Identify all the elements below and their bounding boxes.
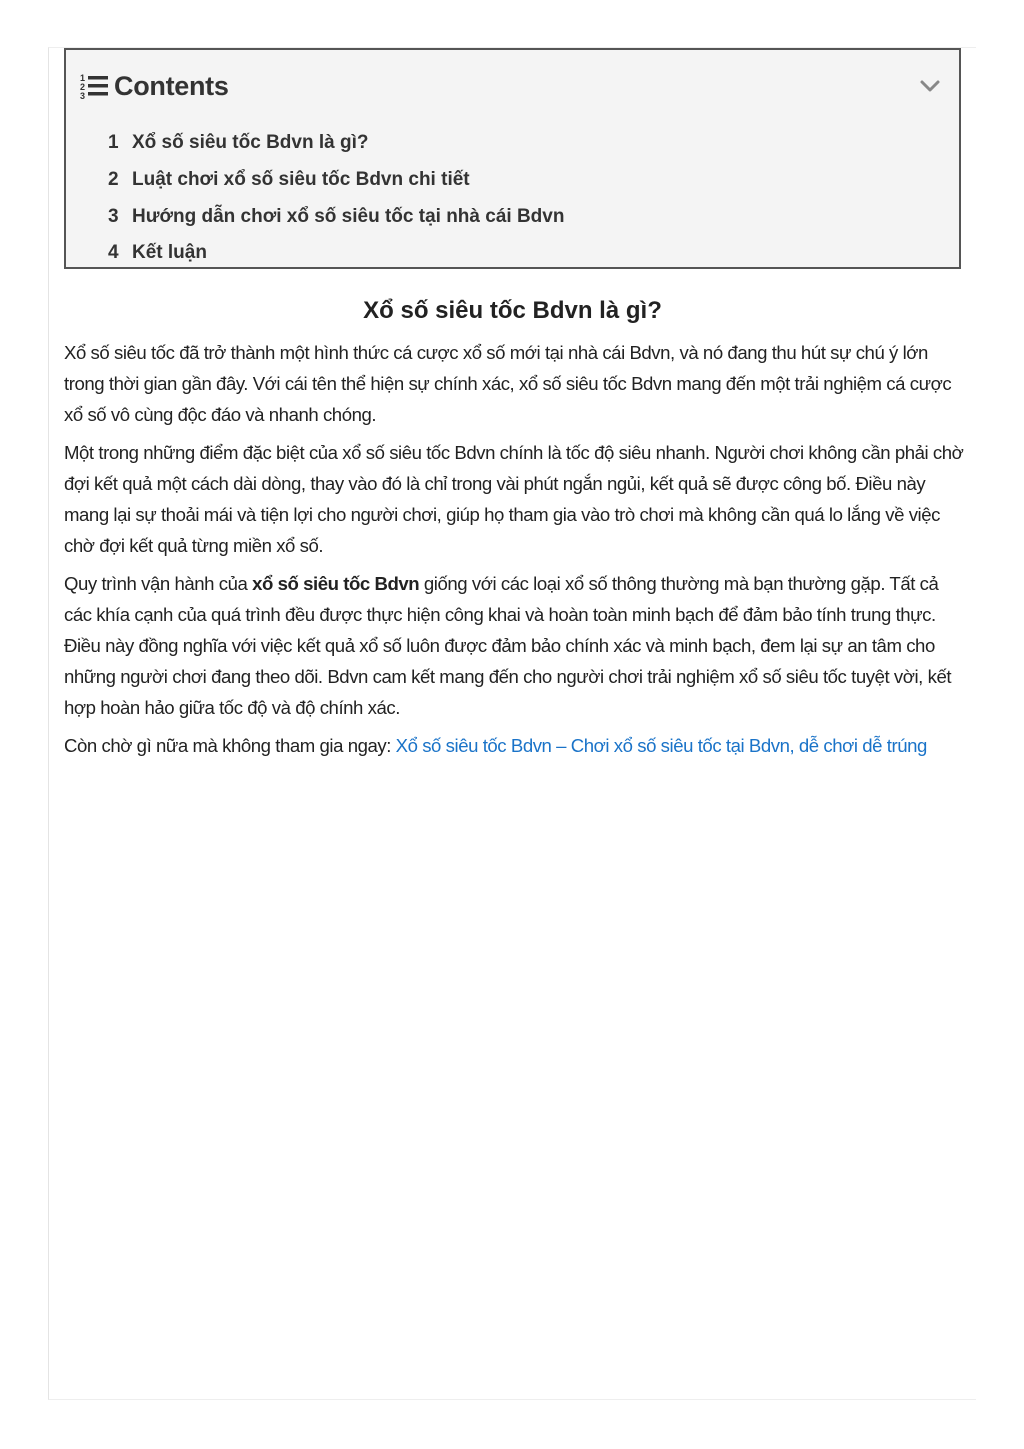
paragraph-process — [64, 568, 964, 723]
toc-link-2[interactable]: Luật chơi xổ số siêu tốc Bdvn chi tiết — [132, 169, 470, 191]
section-heading: Xổ số siêu tốc Bdvn là gì? — [363, 297, 662, 324]
toc-item — [108, 162, 564, 199]
paragraph-text: Còn chờ gì nữa mà không tham gia ngay: — [64, 735, 396, 756]
article-body — [64, 337, 964, 768]
toc-item — [108, 198, 564, 235]
svg-text:1: 1 — [80, 73, 86, 83]
numbered-list-icon — [80, 72, 108, 100]
toc-item-number: 1 — [108, 132, 119, 154]
toc-link-1[interactable]: Xổ số siêu tốc Bdvn là gì? — [132, 132, 369, 154]
svg-text:2: 2 — [80, 82, 86, 92]
toc-item-number: 2 — [108, 169, 119, 191]
toc-item — [108, 125, 564, 162]
toc-title: Contents — [114, 70, 229, 101]
article-link[interactable]: Xổ số siêu tốc Bdvn – Chơi xổ số siêu tốc tại Bdvn, dễ chơi dễ trúng — [395, 735, 927, 756]
paragraph-intro: Xổ số siêu tốc đã trở thành một hình thức cá cược xổ số mới tại nhà cái Bdvn, và nó đang thu hút sự chú ý lớn trong thời gian gần đây. Với cái tên thể hiện sự chính xác, xổ số siêu tốc Bdvn mang đến một trải nghiệm cá cược xổ số vô cùng độc đáo và nhanh chóng. — [64, 342, 952, 425]
toc-list — [108, 125, 564, 272]
chevron-down-icon[interactable] — [919, 76, 941, 96]
toc-link-4[interactable]: Kết luận — [132, 242, 207, 264]
toc-header — [80, 70, 229, 102]
toc-link-3[interactable]: Hướng dẫn chơi xổ số siêu tốc tại nhà cái Bdvn — [132, 205, 565, 227]
paragraph-text: Quy trình vận hành của — [64, 573, 253, 594]
toc-item-number: 3 — [108, 205, 119, 227]
toc-item — [108, 235, 564, 272]
toc-item-number: 4 — [108, 242, 119, 264]
table-of-contents — [64, 48, 961, 269]
svg-text:3: 3 — [80, 91, 86, 100]
paragraph-speed: Một trong những điểm đặc biệt của xổ số siêu tốc Bdvn chính là tốc độ siêu nhanh. Người chơi không cần phải chờ đợi kết quả một cách dài dòng, thay vào đó là chỉ trong vài phút ngắn ngủi, kết quả sẽ được công bố. Điều này mang lại sự thoải mái và tiện lợi cho người chơi, giúp họ tham gia vào trò chơi mà không cần quá lo lắng về việc chờ đợi kết quả từng miền xổ số. — [64, 442, 964, 556]
bold-keyword: xổ số siêu tốc Bdvn — [252, 573, 420, 594]
paragraph-text: giống với các loại xổ số thông thường mà bạn thường gặp. Tất cả các khía cạnh của quá trình đều được thực hiện công khai và hoàn toàn minh bạch để đảm bảo tính trung thực. Điều này đồng nghĩa với việc kết quả xổ số luôn được đảm bảo chính xác và minh bạch, đem lại sự an tâm cho những người chơi đang theo dõi. Bdvn cam kết mang đến cho người chơi trải nghiệm xổ số siêu tốc tuyệt vời, kết hợp hoàn hảo giữa tốc độ và độ chính xác. — [64, 573, 952, 718]
paragraph-cta — [64, 730, 964, 761]
